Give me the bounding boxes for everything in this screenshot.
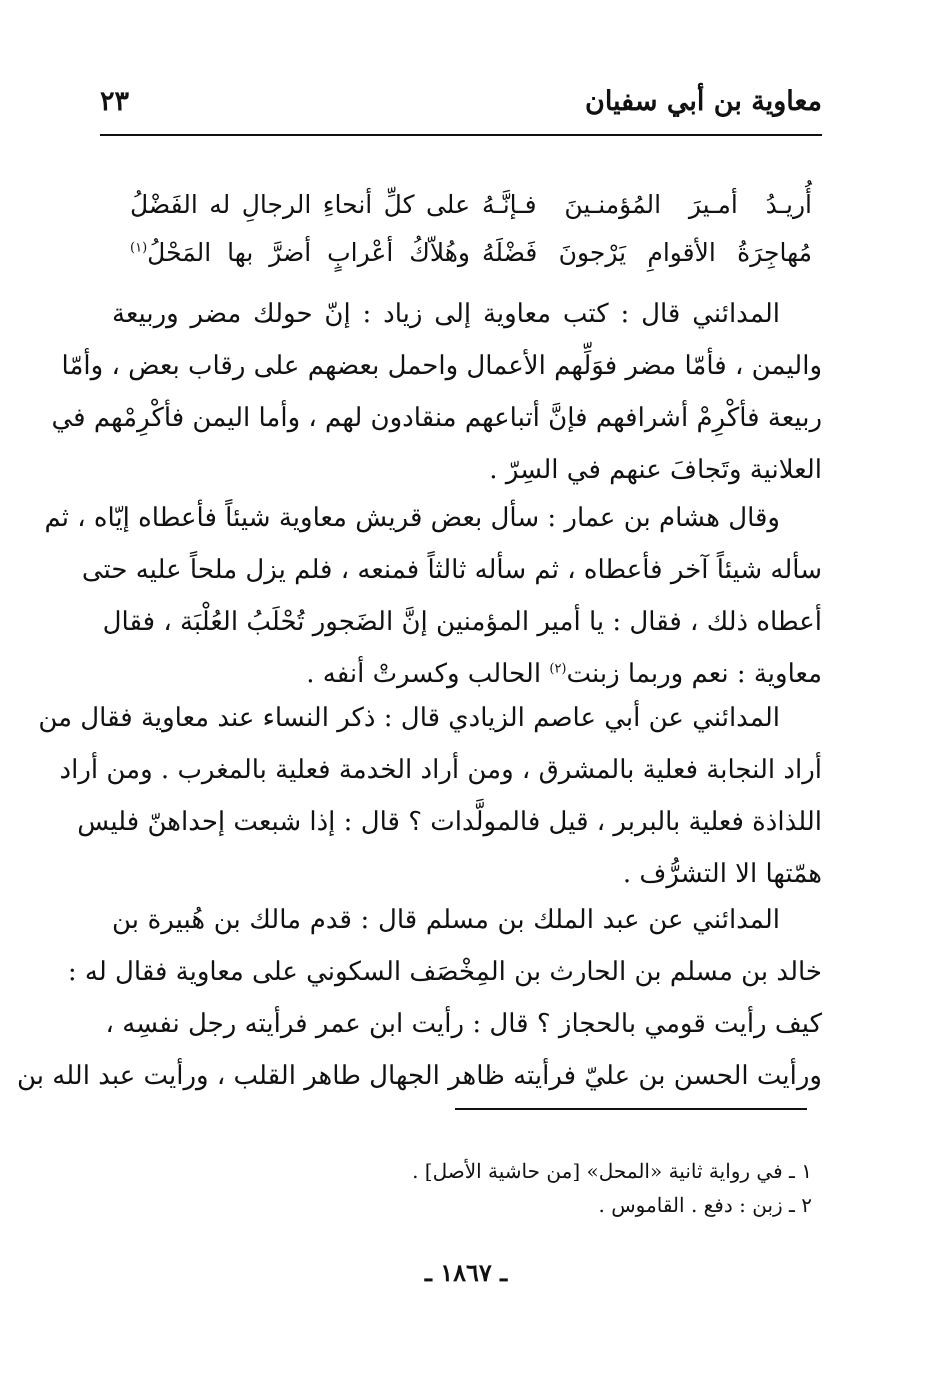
paragraph-line: خالد بن مسلم بن الحارث بن المِخْصَف السكوني على معاوية فقال له : — [67, 957, 822, 987]
paragraph-line — [112, 650, 822, 698]
footnote-separator — [455, 1108, 807, 1110]
verse-first-hemistich: أُريـدُ أمـيرَ المُؤمنـينَ فـإنَّـهُ — [482, 190, 812, 219]
paragraph-line: المدائني قال : كتب معاوية إلى زياد : إنّ حولك مضر وربيعة — [112, 299, 780, 329]
footnote: ٢ ـ زبن : دفع . القاموس . — [598, 1193, 812, 1217]
paragraph-line: سأله شيئاً آخر فأعطاه ، ثم سأله ثالثاً فمنعه ، فلم يزل ملحاً عليه حتى — [81, 555, 822, 585]
paragraph-line: كيف رأيت قومي بالحجاز ؟ قال : رأيت ابن عمر فرأيته رجل نفسِه ، — [105, 1009, 822, 1039]
line-text: الحالب وكسرتْ أنفه . — [306, 659, 542, 689]
paragraph-line: المدائني عن أبي عاصم الزيادي قال : ذكر النساء عند معاوية فقال من — [38, 703, 780, 733]
line-text: معاوية : نعم وربما زبنت — [566, 659, 822, 689]
running-head — [100, 86, 822, 130]
paragraph-line: واليمن ، فأمّا مضر فوَلِّهم الأعمال واحمل بعضهم على رقاب بعض ، وأمّا — [61, 351, 822, 381]
paragraph-line: أعطاه ذلك ، فقال : يا أمير المؤمنين إنَّ الضَجور تُحْلَبُ العُلْبَة ، فقال — [102, 607, 822, 637]
verse-second-hemistich — [130, 238, 470, 267]
footnote: ١ ـ في رواية ثانية «المحل» [من حاشية الأصل] . — [412, 1159, 812, 1183]
verse-text: وهُلاّكُ أعْرابٍ أضرَّ بها المَحْلُ — [147, 238, 470, 267]
paragraph-line: ربيعة فأكْرِمْ أشرافهم فإنَّ أتباعهم منقادون لهم ، وأما اليمن فأكْرِمْهم في — [51, 403, 822, 433]
folio-number: ـ ١٨٦٧ ـ — [424, 1258, 508, 1287]
verse-second-hemistich: على كلِّ أنحاءِ الرجالِ له الفَضْلُ — [130, 190, 470, 219]
paragraph-line: اللذاذة فعلية بالبربر ، قيل فالمولَّدات ؟ قال : إذا شبعت إحداهنّ فليس — [77, 807, 822, 837]
paragraph-line: أراد النجابة فعلية بالمشرق ، ومن أراد الخدمة فعلية بالمغرب . ومن أراد — [59, 755, 822, 785]
paragraph-line: ورأيت الحسن بن عليّ فرأيته ظاهر الجهال طاهر القلب ، ورأيت عبد الله بن — [16, 1061, 822, 1091]
poem-verse — [130, 238, 812, 282]
poem-verse — [130, 190, 812, 234]
paragraph-line: وقال هشام بن عمار : سأل بعض قريش معاوية شيئاً فأعطاه إيّاه ، ثم — [44, 503, 780, 533]
running-head-title: معاوية بن أبي سفيان — [584, 86, 822, 117]
verse-first-hemistich: مُهاجِرَةُ الأقوامِ يَرْجونَ فَضْلَهُ — [482, 238, 812, 267]
page-number: ٢٣ — [100, 86, 130, 117]
paragraph-line: المدائني عن عبد الملك بن مسلم قال : قدم مالك بن هُبيرة بن — [112, 905, 780, 935]
header-rule — [100, 134, 822, 136]
footnote-mark: (٢) — [549, 661, 567, 677]
footnote-mark: (١) — [130, 240, 148, 256]
paragraph-line: العلانية وتَجافَ عنهم في السِرّ . — [489, 455, 822, 485]
paragraph-line: همّتها الا التشرُّف . — [622, 859, 822, 889]
